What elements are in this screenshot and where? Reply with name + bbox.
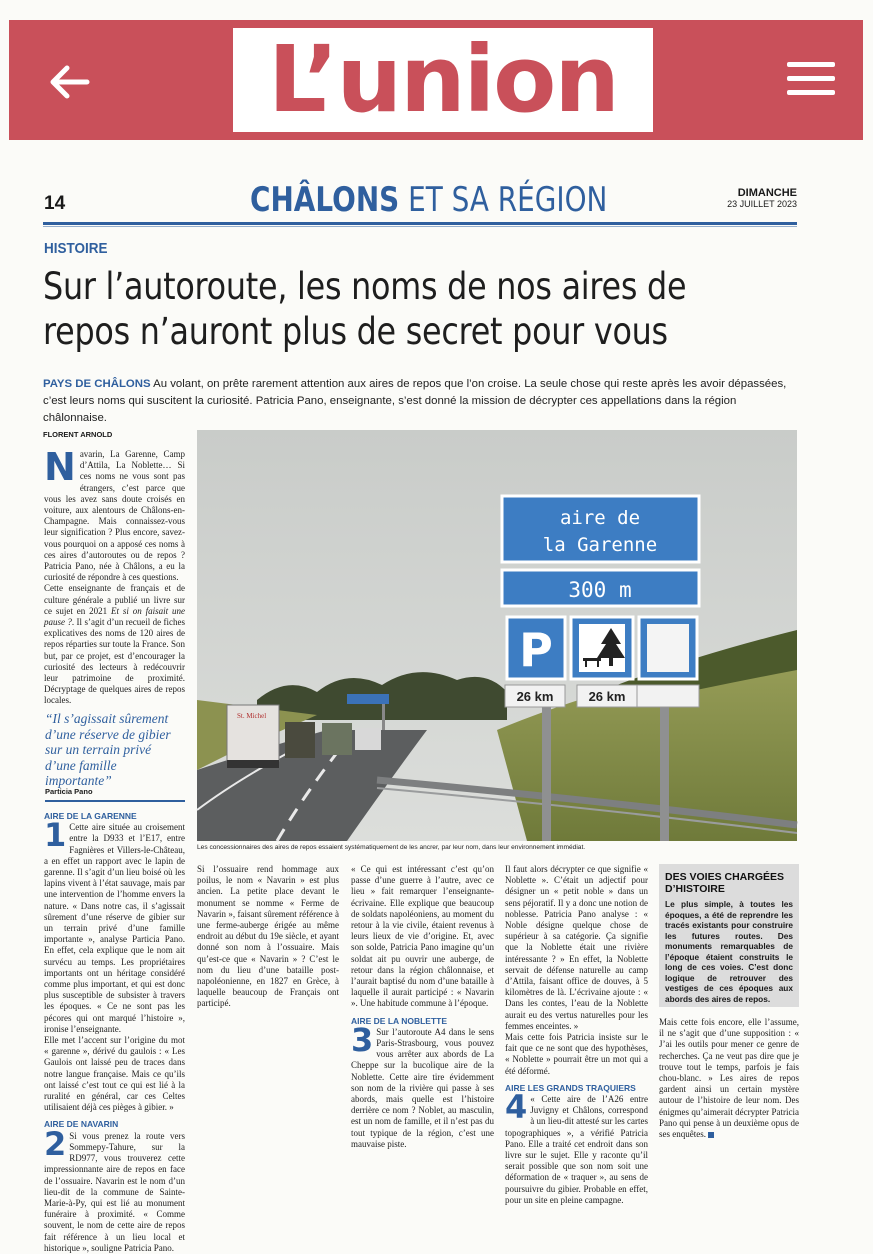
svg-text:26 km: 26 km xyxy=(588,689,626,704)
newspaper-logo[interactable]: L’union xyxy=(233,28,653,132)
svg-text:26 km: 26 km xyxy=(516,689,554,704)
article-headline: Sur l’autoroute, les noms de nos aires de repos n’auront plus de secret pour vous xyxy=(43,265,687,353)
subhead-aire-2: AIRE DE NAVARIN xyxy=(44,1119,119,1130)
article-byline: FLORENT ARNOLD xyxy=(43,430,113,439)
article-kicker: HISTOIRE xyxy=(44,240,108,257)
svg-text:St. Michel: St. Michel xyxy=(237,712,267,720)
pull-quote: “Il s’agissait sûrement d’une réserve de gibier sur un terrain privé d’une famille importante” xyxy=(45,711,171,788)
number-badge: 2 xyxy=(44,1124,67,1163)
svg-text:la Garenne: la Garenne xyxy=(542,534,658,556)
page-number: 14 xyxy=(44,193,66,214)
svg-text:aire de: aire de xyxy=(559,507,641,529)
number-badge: 4 xyxy=(505,1088,528,1127)
article-photo xyxy=(197,430,797,841)
parking-icon: P xyxy=(519,623,553,677)
article-lead: PAYS DE CHÂLONS Au volant, on prête rarement attention aux aires de repos que l’on croise. La seule chose qui reste après les avoir dépassées, c’est leurs noms qui suscitent la curiosité. Patricia Pano, enseignante, s’est donné la mission de décrypter ces appellations dans la région châlonnaise. xyxy=(43,378,787,424)
end-mark-icon xyxy=(708,1132,714,1138)
article-intro: Navarin, La Garenne, Camp d’Attila, La Noblette… Si ces noms ne vous sont pas étrangers, c’est parce que vous les avez sans doute croisés en voiture, aux alentours de Châlons-en-Champagne. Mais connaissez-vous leur signification ? Plus encore, savez-vous pourquoi on a apposé ces noms à ces aires d’autoroutes ou de repos ? Patricia Pano, née à Châlons, a eu la curiosité de répondre à ces questions. Cette enseignante de français et de culture générale a publié un livre sur ce sujet en 2021 Et si on faisait une pause ?. Il s’agit d’un recueil de fiches explicatives des noms de 120 aires de repos réparties sur toute la France. Son but, par ce projet, est d’encourager la curiosité des lecteurs à redécouvrir leur patrimoine de proximité. Décryptage de quelques aires de repos locales. xyxy=(44,445,186,706)
number-badge: 3 xyxy=(351,1020,374,1059)
section-rule-thin xyxy=(43,226,797,227)
column-1: AIRE DE LA GARENNE 1 Cette aire située au croisement entre la D933 et l’E17, entre Fagnières et Villers-le-Château, a en effet un rapport avec le lapin de garenne. Il s’agit d’un lieu boisé où les lapins vivent à l’état sauvage, mais par une intervention de l’homme envers la nature. « Dans notre cas, il s’agissait sûrement d’une réserve de gibier sur un terrain privé d’une famille importante », analyse Particia Pano. En effet, cela explique que le nom ait survécu au temps. Les propriétaires importants ont un héritage considéré comme plus important, et qui est donc plus susceptible de subsister à travers les époques. « Ce ne sont pas les pécores qui ont marqué l’histoire », ironise l’enseignante. Elle met l’accent sur l’origine du mot « garenne », dérivé du gaulois : « Les Gaulois ont laissé peu de traces dans notre langue française. Mais ce qu’ils ont laissé c’est tout ce qui est lié à la ruralité en général, car ces Celtes utilisaient déjà ces pièges à gibier. » AIRE DE NAVARIN 2 Si vous prenez la route vers Sommepy-Tahure, sur la RD977, vous trouverez cette impressionnante aire de repos en face de l’ossuaire. Navarin est le nom d’un lieu-dit de la commune de Sainte-Marie-à-Py, qui est lié au monument funéraire à proximité. « Comme souvent, le nom de cette aire de repos fait référence à un lieu local et historique », souligne Patricia Pano. xyxy=(44,811,185,1253)
pull-quote-source: Particia Pano xyxy=(45,787,93,796)
sidebar-text: Le plus simple, à toutes les époques, a été de reprendre les tracés existants pour construire les futures routes. Des monuments remarquables de l’époque étaient construits le long de ces voies. C’est donc logique de retrouver des vestiges de ces époques aux abords des aires de repos. xyxy=(665,899,793,1004)
issue-date-text: 23 JUILLET 2023 xyxy=(727,199,797,209)
column-3: « Ce qui est intéressant c’est qu’on passe d’une guerre à l’autre, avec ce lieu » fait remarquer l’enseignante-écrivaine. Elle explique que beaucoup de soldats napoléoniens, au moment du retour à la vie civile, étaient revenus à leurs lieux de vie d’origine. Et, avec son solde, Patricia Pano imagine qu’un soldat ait pu ouvrir une auberge, de retour dans la région châlonnaise, et l’aurait baptisé du nom d’une bataille à laquelle il aurait participé : « Navarin ». Une habitude commune à l’époque. AIRE DE LA NOBLETTE 3 Sur l’autoroute A4 dans le sens Paris-Strasbourg, vous pouvez vous arrêter aux abords de La Cheppe sur la bucolique aire de la Noblette. Cette aire tire évidemment son nom de la rivière qui passe à ses abords, mais quelle est l’histoire derrière ce nom ? Noblet, au masculin, est un nom de famille, et il n’est pas du tout typique de la région, c’est une mauvaise piste. xyxy=(351,864,494,1149)
svg-text:300 m: 300 m xyxy=(568,578,632,602)
column-5: Mais cette fois encore, elle l’assume, il ne s’agit que d’une supposition : « J’ai les outils pour mener ce genre de recherches. Ça ne veut pas dire que je trouve tout le temps, parfois je fais chou-blanc. » Les aires de repos gardent ainsi un certain mystère autour de l’histoire de leur nom. Des énigmes qu’aimerait décrypter Patricia Pano qui pense à un deuxième opus de ses enquêtes. xyxy=(659,1017,799,1140)
column-4: Il faut alors décrypter ce que signifie « Noblette ». C’était un adjectif pour désigner un « petit noble » dans un sens péjoratif. Il y a donc une notion de noblesse. Patricia Pano analyse : « Noble désigne quelque chose de supérieur à sa catégorie. Ça signifie que la Noblette était une rivière intéressante ? » En effet, la Noblette servait de défense naturelle au camp d’Attila, faisant office de douves, à 5 kilomètres de là. L’écrivaine ajoute : « Dans les contes, l’eau de la Noblette aurait eu des vertus naturelles pour les femmes enceintes. » Mais cette fois Patricia insiste sur le fait que ce ne sont que des hypothèses, « Noblette » pourrait être un mot qui a été déformé. AIRE LES GRANDS TRAQUIERS 4 « Cette aire de l’A26 entre Juvigny et Châlons, correspond à un lieu-dit attesté sur les cartes topographiques », a vérifié Patricia Pano. Elle a traité cet endroit dans son livre sur le sujet. Elle y raconte qu’il serait possible que son nom soit une déformation de « traquer », au sens de poursuivre du gibier. Probable en effet, pour un site en pleine campagne. xyxy=(505,864,648,1205)
section-rule xyxy=(43,222,797,225)
issue-day: DIMANCHE xyxy=(737,187,797,199)
subhead-aire-1: AIRE DE LA GARENNE xyxy=(44,811,137,821)
blank-service-icon xyxy=(647,624,689,672)
hamburger-menu-icon[interactable] xyxy=(787,62,835,96)
section-title: CHÂLONS ET SA RÉGION xyxy=(250,180,608,220)
pull-quote-rule xyxy=(45,800,185,802)
photo-caption: Les concessionnaires des aires de repos essaient systématiquement de les ancrer, par leur nom, dans leur environnement immédiat. xyxy=(197,844,586,851)
column-2: Si l’ossuaire rend hommage aux poilus, le nom « Navarin » est plus ancien. La petite place devant le monument se nomme « Ferme de Navarin », faisant sûrement référence à une ferme-auberge érigée au même endroit au début du 19e siècle, et ayant donné son nom à l’ossuaire. Mais qu’est-ce que « Navarin » ? C’est le nom du lieu d’une bataille post-napoléonienne, en 1827 en Grèce, à laquelle beaucoup de Français ont participé. xyxy=(197,864,339,1009)
sidebar-box xyxy=(659,864,799,1007)
rest-area-sign xyxy=(502,496,699,707)
number-badge: 1 xyxy=(44,816,67,855)
subhead-aire-4: AIRE LES GRANDS TRAQUIERS xyxy=(505,1082,636,1093)
issue-date xyxy=(727,187,797,209)
drop-cap: N xyxy=(44,445,76,489)
masthead xyxy=(9,20,863,140)
arrow-left-icon[interactable] xyxy=(47,60,91,104)
sidebar-title: DES VOIES CHARGÉES D’HISTOIRE xyxy=(665,871,785,895)
subhead-aire-3: AIRE DE LA NOBLETTE xyxy=(351,1015,448,1026)
